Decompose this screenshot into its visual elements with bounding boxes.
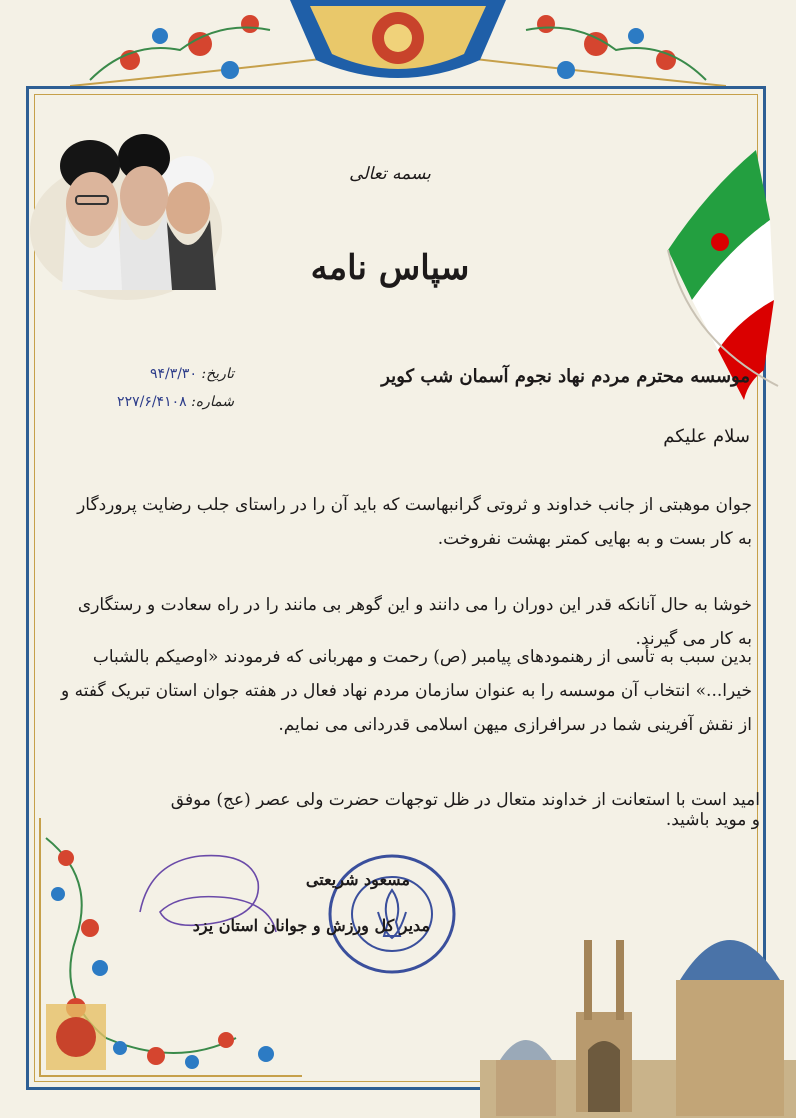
- iran-flag-image: [648, 150, 788, 400]
- date-value: ۹۴/۳/۳۰: [149, 366, 197, 382]
- number-field: [96, 394, 234, 410]
- paragraph-3: بدین سبب به تأسی از رهنمودهای پیامبر (ص) رحمت و مهربانی که فرمودند «اوصیکم بالشباب خیرا...» انتخاب آن موسسه را به عنوان سازمان مردم نهاد فعال در هفته جوان استان تبریک گفته و از نقش آفرینی شما در سرافرازی میهن اسلامی قدردانی می نمایم.: [61, 647, 752, 735]
- number-value: ۲۲۷/۶/۴۱۰۸: [117, 394, 187, 410]
- certificate-title: سپاس نامه: [310, 248, 470, 288]
- closing-line: امید است با استعانت از خداوند متعال در ظل توجهات حضرت ولی عصر (عج) موفق و موید باشید.: [170, 790, 760, 830]
- date-label: تاریخ:: [201, 366, 234, 382]
- recipient-line: موسسه محترم مردم نهاد نجوم آسمان شب کویر: [381, 366, 750, 387]
- signatory-name: مسعود شریعتی: [305, 870, 410, 889]
- invocation-text: بسمه تعالی: [349, 164, 431, 184]
- top-floral-ornament: [70, 0, 726, 92]
- number-label: شماره:: [191, 394, 234, 410]
- paragraph-2: خوشا به حال آنانکه قدر این دوران را می دانند و این گوهر بی مانند را در راه سعادت و رستگاری به کار می گیرند.: [77, 595, 752, 649]
- signatory-title: مدیر کل ورزش و جوانان استان یزد: [192, 916, 430, 935]
- corner-floral-ornament: [36, 818, 306, 1080]
- paragraph-1: جوان موهبتی از جانب خداوند و ثروتی گرانبهاست که باید آن را در راستای جلب رضایت پروردگار به کار بست و به بهایی کمتر بهشت نفروخت.: [77, 495, 752, 549]
- greeting-line: سلام علیکم: [663, 426, 750, 447]
- leaders-portraits-image: [26, 120, 226, 300]
- date-field: [104, 366, 234, 382]
- mosque-image: [480, 900, 796, 1118]
